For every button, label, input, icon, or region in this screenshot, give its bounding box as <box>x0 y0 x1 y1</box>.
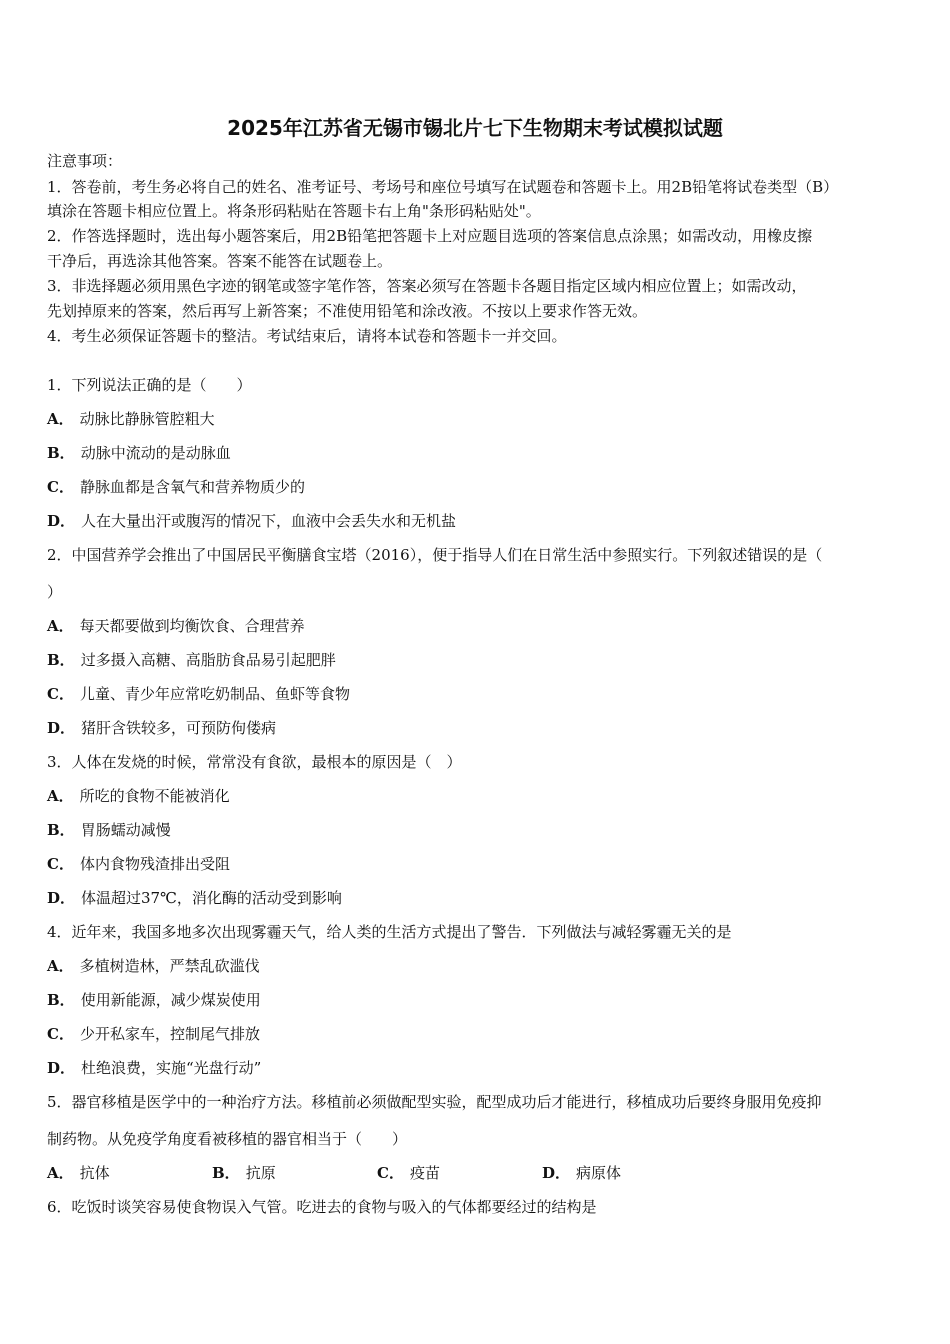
option <box>47 718 907 738</box>
option-label: C． <box>47 855 74 873</box>
option-label: C． <box>377 1164 404 1182</box>
notice-line: 4．考生必须保证答题卡的整洁。考试结束后，请将本试卷和答题卡一并交回。 <box>47 327 567 345</box>
option-text: 少开私家车，控制尾气排放 <box>79 1025 260 1043</box>
question-stem: 6．吃饭时谈笑容易使食物误入气管。吃进去的食物与吸入的气体都要经过的结构是 <box>47 1198 597 1216</box>
question-stem: ） <box>47 583 63 601</box>
option-label: D． <box>47 889 76 907</box>
option-text: 使用新能源，减少煤炭使用 <box>80 991 261 1009</box>
option-text: 抗原 <box>245 1164 276 1182</box>
option-text: 杜绝浪费，实施“光盘行动” <box>81 1059 262 1077</box>
option-text: 动脉比静脉管腔粗大 <box>79 410 215 428</box>
notice-line: 1．答卷前，考生务必将自己的姓名、准考证号、考场号和座位号填写在试题卷和答题卡上。用2B铅笔将试卷类型（B） <box>47 178 839 196</box>
page-title: 2025年江苏省无锡市锡北片七下生物期末考试模拟试题 <box>227 116 723 140</box>
option-label: B． <box>47 651 75 669</box>
option-text: 疫苗 <box>409 1164 440 1182</box>
option-text: 病原体 <box>576 1164 622 1182</box>
option-text: 每天都要做到均衡饮食、合理营养 <box>79 617 305 635</box>
question-stem: 3．人体在发烧的时候，常常没有食欲，最根本的原因是（ ） <box>47 753 462 771</box>
option-label: A． <box>47 1164 74 1182</box>
option-label: A． <box>47 410 74 428</box>
option <box>47 888 907 908</box>
option <box>47 1024 907 1044</box>
question-stem: 5．器官移植是医学中的一种治疗方法。移植前必须做配型实验，配型成功后才能进行，移植成功后要终身服用免疫抑 <box>47 1093 822 1111</box>
notice-line: 3．非选择题必须用黑色字迹的钢笔或签字笔作答，答案必须写在答题卡各题目指定区域内相应位置上；如需改动， <box>47 277 807 295</box>
option <box>47 990 907 1010</box>
option-label: B． <box>47 444 75 462</box>
option <box>47 1058 907 1078</box>
option-label: A． <box>47 787 74 805</box>
notice-line: 先划掉原来的答案，然后再写上新答案；不准使用铅笔和涂改液。不按以上要求作答无效。 <box>47 302 648 320</box>
option <box>47 443 907 463</box>
option-text: 多植树造林，严禁乱砍滥伐 <box>79 957 260 975</box>
option-label: D． <box>542 1164 571 1182</box>
option-text: 体温超过37℃，消化酶的活动受到影响 <box>81 889 342 907</box>
option-label: B． <box>47 821 75 839</box>
option-label: D． <box>47 512 76 530</box>
option <box>47 854 907 874</box>
option <box>47 409 907 429</box>
question-stem: 2．中国营养学会推出了中国居民平衡膳食宝塔（2016），便于指导人们在日常生活中参照实行。下列叙述错误的是（ <box>47 546 823 564</box>
option <box>47 684 907 704</box>
notice-heading: 注意事项： <box>47 152 123 170</box>
notice-line: 2．作答选择题时，选出每小题答案后，用2B铅笔把答题卡上对应题目选项的答案信息点涂黑；如需改动，用橡皮擦 <box>47 227 813 245</box>
option-text: 过多摄入高糖、高脂肪食品易引起肥胖 <box>80 651 336 669</box>
notice-line: 填涂在答题卡相应位置上。将条形码粘贴在答题卡右上角"条形码粘贴处"。 <box>47 202 541 220</box>
option-text: 胃肠蠕动减慢 <box>80 821 171 839</box>
option-text: 儿童、青少年应常吃奶制品、鱼虾等食物 <box>79 685 350 703</box>
option <box>47 956 907 976</box>
option <box>542 1163 621 1183</box>
option <box>47 477 907 497</box>
option-label: A． <box>47 617 74 635</box>
option-label: A． <box>47 957 74 975</box>
option-text: 猪肝含铁较多，可预防佝偻病 <box>81 719 277 737</box>
option-text: 静脉血都是含氧气和营养物质少的 <box>79 478 305 496</box>
option-label: B． <box>47 991 75 1009</box>
option <box>47 820 907 840</box>
option <box>47 786 907 806</box>
option-text: 人在大量出汗或腹泻的情况下，血液中会丢失水和无机盐 <box>81 512 457 530</box>
option <box>212 1163 276 1183</box>
question-stem: 1．下列说法正确的是（ ） <box>47 376 252 394</box>
option-text: 动脉中流动的是动脉血 <box>80 444 231 462</box>
option-label: C． <box>47 478 74 496</box>
option-text: 所吃的食物不能被消化 <box>79 787 230 805</box>
option <box>47 650 907 670</box>
option-label: D． <box>47 719 76 737</box>
option-label: C． <box>47 1025 74 1043</box>
notice-line: 干净后，再选涂其他答案。答案不能答在试题卷上。 <box>47 252 393 270</box>
option <box>47 1163 110 1183</box>
option-label: C． <box>47 685 74 703</box>
option-label: B． <box>212 1164 240 1182</box>
option-text: 体内食物残渣排出受阻 <box>79 855 230 873</box>
option-row <box>47 1163 907 1183</box>
option <box>47 511 907 531</box>
question-stem: 制药物。从免疫学角度看被移植的器官相当于（ ） <box>47 1130 408 1148</box>
option-text: 抗体 <box>79 1164 110 1182</box>
option <box>377 1163 440 1183</box>
option-label: D． <box>47 1059 76 1077</box>
option <box>47 616 907 636</box>
question-stem: 4．近年来，我国多地多次出现雾霾天气，给人类的生活方式提出了警告．下列做法与减轻雾霾无关的是 <box>47 923 732 941</box>
